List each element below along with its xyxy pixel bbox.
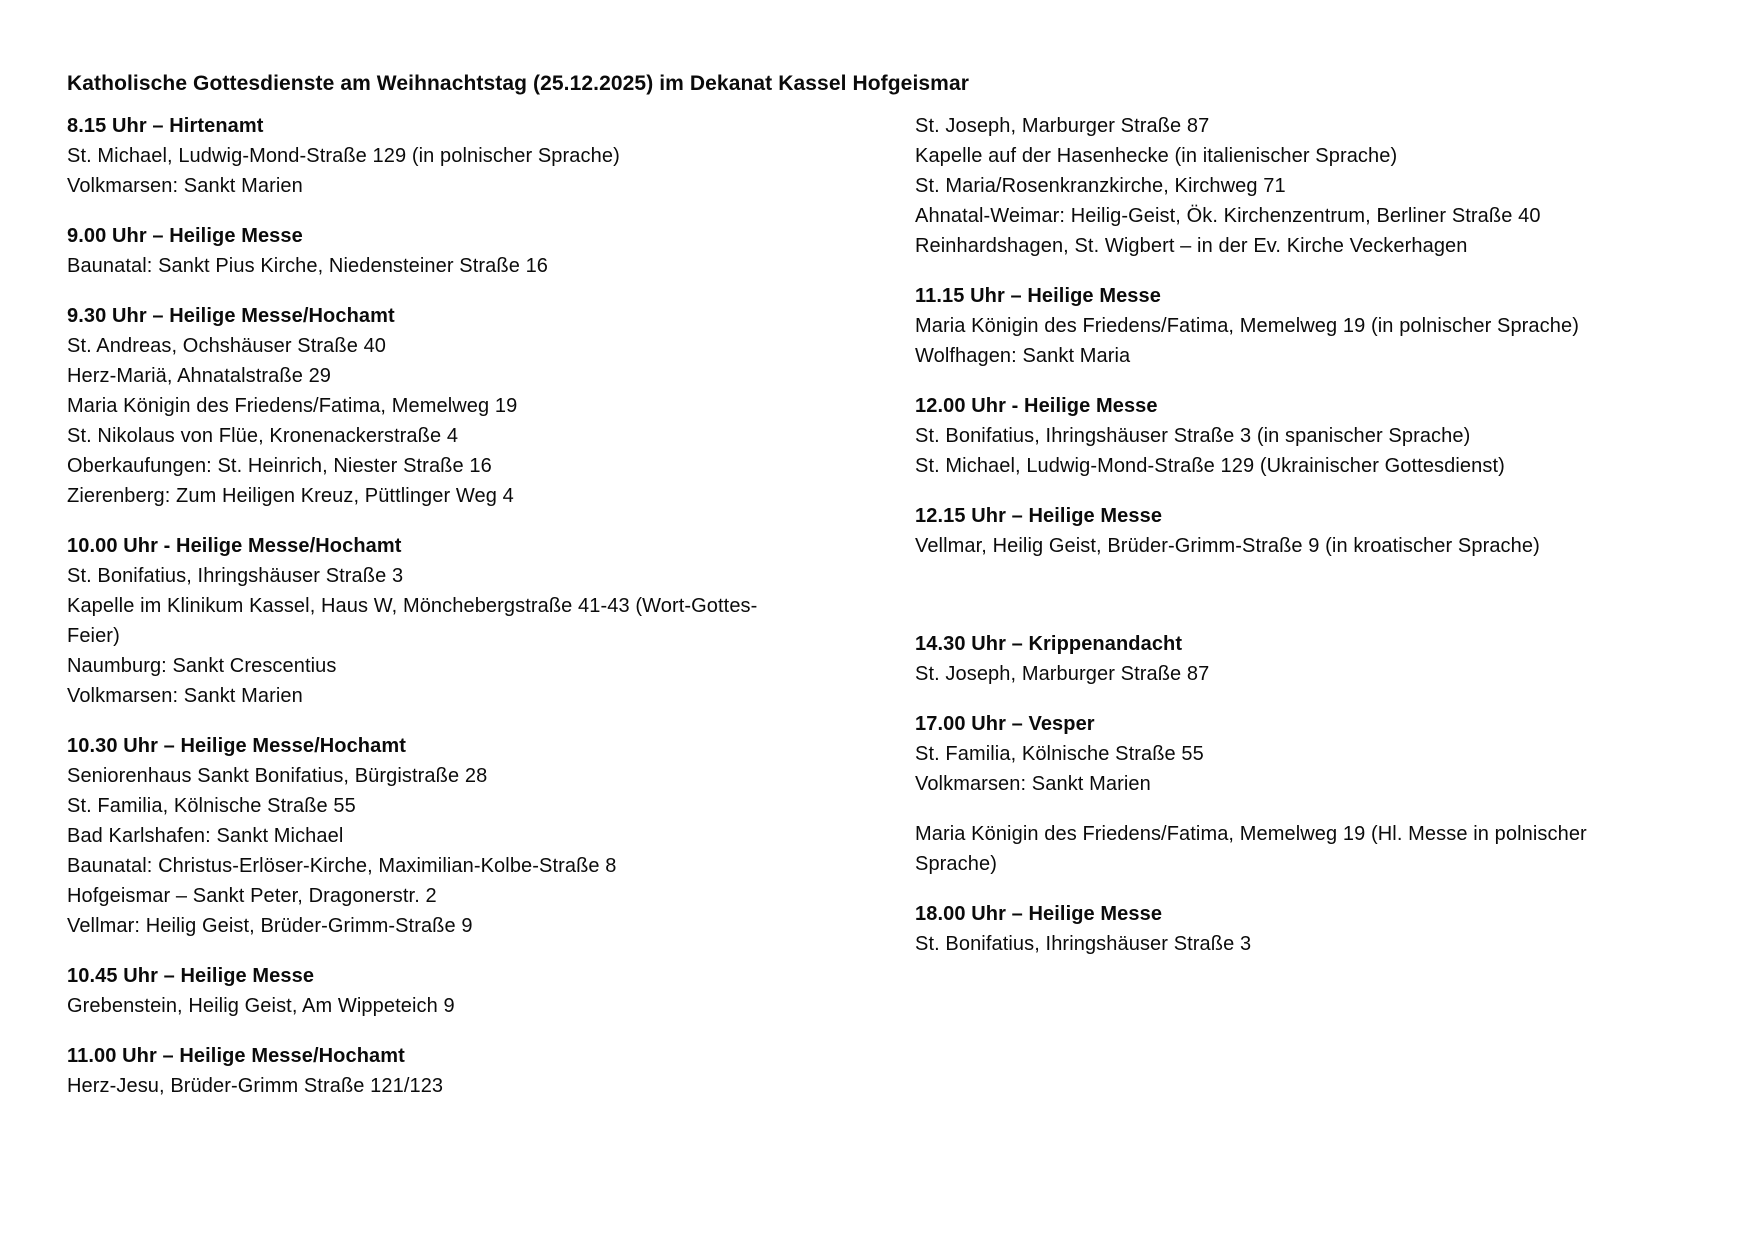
service-section — [915, 629, 1615, 689]
service-location-entry: Maria Königin des Friedens/Fatima, Memelweg 19 — [67, 395, 518, 417]
service-location-entry: Baunatal: Christus-Erlöser-Kirche, Maximilian-Kolbe-Straße 8 — [67, 855, 617, 877]
right-column — [915, 111, 1615, 959]
service-location-entry: St. Maria/Rosenkranzkirche, Kirchweg 71 — [915, 175, 1286, 197]
service-section — [67, 221, 767, 281]
service-location-entry: Grebenstein, Heilig Geist, Am Wippeteich 9 — [67, 995, 455, 1017]
service-location-entry: Volkmarsen: Sankt Marien — [67, 685, 303, 707]
service-location-entry: Naumburg: Sankt Crescentius — [67, 655, 337, 677]
service-location-entry: Seniorenhaus Sankt Bonifatius, Bürgistraße 28 — [67, 765, 488, 787]
service-time-heading: 10.30 Uhr – Heilige Messe/Hochamt — [67, 735, 406, 757]
service-section — [915, 709, 1615, 799]
service-time-heading: 14.30 Uhr – Krippenandacht — [915, 633, 1183, 655]
service-location-entry: Wolfhagen: Sankt Maria — [915, 345, 1131, 367]
service-location-entry: St. Bonifatius, Ihringshäuser Straße 3 — [67, 565, 404, 587]
service-location-entry: St. Andreas, Ochshäuser Straße 40 — [67, 335, 387, 357]
service-location-entry: Bad Karlshafen: Sankt Michael — [67, 825, 344, 847]
service-location-entry: Oberkaufungen: St. Heinrich, Niester Straße 16 — [67, 455, 492, 477]
service-location-entry: Herz-Jesu, Brüder-Grimm Straße 121/123 — [67, 1075, 444, 1097]
service-location-entry: Vellmar, Heilig Geist, Brüder-Grimm-Straße 9 (in kroatischer Sprache) — [915, 535, 1540, 557]
service-location-entry: St. Bonifatius, Ihringshäuser Straße 3 — [915, 933, 1252, 955]
service-section — [915, 111, 1615, 261]
service-section — [67, 1041, 767, 1101]
service-location-entry: St. Familia, Kölnische Straße 55 — [915, 743, 1204, 765]
service-section — [915, 281, 1615, 371]
service-time-heading: 9.00 Uhr – Heilige Messe — [67, 225, 303, 247]
service-location-entry: Volkmarsen: Sankt Marien — [915, 773, 1151, 795]
service-section — [67, 731, 767, 941]
service-location-entry: Baunatal: Sankt Pius Kirche, Niedensteiner Straße 16 — [67, 255, 549, 277]
service-time-heading: 8.15 Uhr – Hirtenamt — [67, 115, 264, 137]
service-location-entry: Herz-Mariä, Ahnatalstraße 29 — [67, 365, 332, 387]
two-column-layout — [67, 111, 1713, 1101]
service-location-entry: Reinhardshagen, St. Wigbert – in der Ev. Kirche Veckerhagen — [915, 235, 1468, 257]
service-section — [67, 301, 767, 511]
service-location-entry: St. Michael, Ludwig-Mond-Straße 129 (Ukrainischer Gottesdienst) — [915, 455, 1505, 477]
service-time-heading: 9.30 Uhr – Heilige Messe/Hochamt — [67, 305, 395, 327]
service-location-entry: St. Joseph, Marburger Straße 87 — [915, 115, 1210, 137]
service-section — [67, 531, 767, 711]
service-location-entry: Maria Königin des Friedens/Fatima, Memelweg 19 (Hl. Messe in polnischer Sprache) — [915, 823, 1587, 875]
service-location-entry: Vellmar: Heilig Geist, Brüder-Grimm-Straße 9 — [67, 915, 473, 937]
service-location-entry: St. Nikolaus von Flüe, Kronenackerstraße 4 — [67, 425, 459, 447]
service-location-entry: St. Michael, Ludwig-Mond-Straße 129 (in polnischer Sprache) — [67, 145, 620, 167]
service-location-entry: St. Familia, Kölnische Straße 55 — [67, 795, 356, 817]
service-location-entry: Kapelle im Klinikum Kassel, Haus W, Mönchebergstraße 41-43 (Wort-Gottes-Feier) — [67, 595, 758, 647]
service-time-heading: 10.45 Uhr – Heilige Messe — [67, 965, 315, 987]
service-time-heading: 18.00 Uhr – Heilige Messe — [915, 903, 1163, 925]
left-column — [67, 111, 767, 1101]
service-time-heading: 17.00 Uhr – Vesper — [915, 713, 1095, 735]
service-section — [915, 501, 1615, 561]
page-title: Katholische Gottesdienste am Weihnachtstag (25.12.2025) im Dekanat Kassel Hofgeismar — [67, 72, 969, 95]
service-section — [67, 961, 767, 1021]
service-section — [915, 819, 1615, 879]
service-location-entry: Zierenberg: Zum Heiligen Kreuz, Püttlinger Weg 4 — [67, 485, 514, 507]
service-time-heading: 12.00 Uhr - Heilige Messe — [915, 395, 1158, 417]
service-time-heading: 11.15 Uhr – Heilige Messe — [915, 285, 1161, 307]
service-location-entry: Maria Königin des Friedens/Fatima, Memelweg 19 (in polnischer Sprache) — [915, 315, 1579, 337]
service-time-heading: 11.00 Uhr – Heilige Messe/Hochamt — [67, 1045, 405, 1067]
service-section — [915, 899, 1615, 959]
service-location-entry: St. Joseph, Marburger Straße 87 — [915, 663, 1210, 685]
service-section — [915, 391, 1615, 481]
service-location-entry: St. Bonifatius, Ihringshäuser Straße 3 (in spanischer Sprache) — [915, 425, 1471, 447]
service-time-heading: 12.15 Uhr – Heilige Messe — [915, 505, 1163, 527]
service-section — [67, 111, 767, 201]
service-location-entry: Hofgeismar – Sankt Peter, Dragonerstr. 2 — [67, 885, 437, 907]
service-location-entry: Volkmarsen: Sankt Marien — [67, 175, 303, 197]
service-location-entry: Kapelle auf der Hasenhecke (in italienischer Sprache) — [915, 145, 1398, 167]
service-time-heading: 10.00 Uhr - Heilige Messe/Hochamt — [67, 535, 402, 557]
service-location-entry: Ahnatal-Weimar: Heilig-Geist, Ök. Kirchenzentrum, Berliner Straße 40 — [915, 205, 1541, 227]
